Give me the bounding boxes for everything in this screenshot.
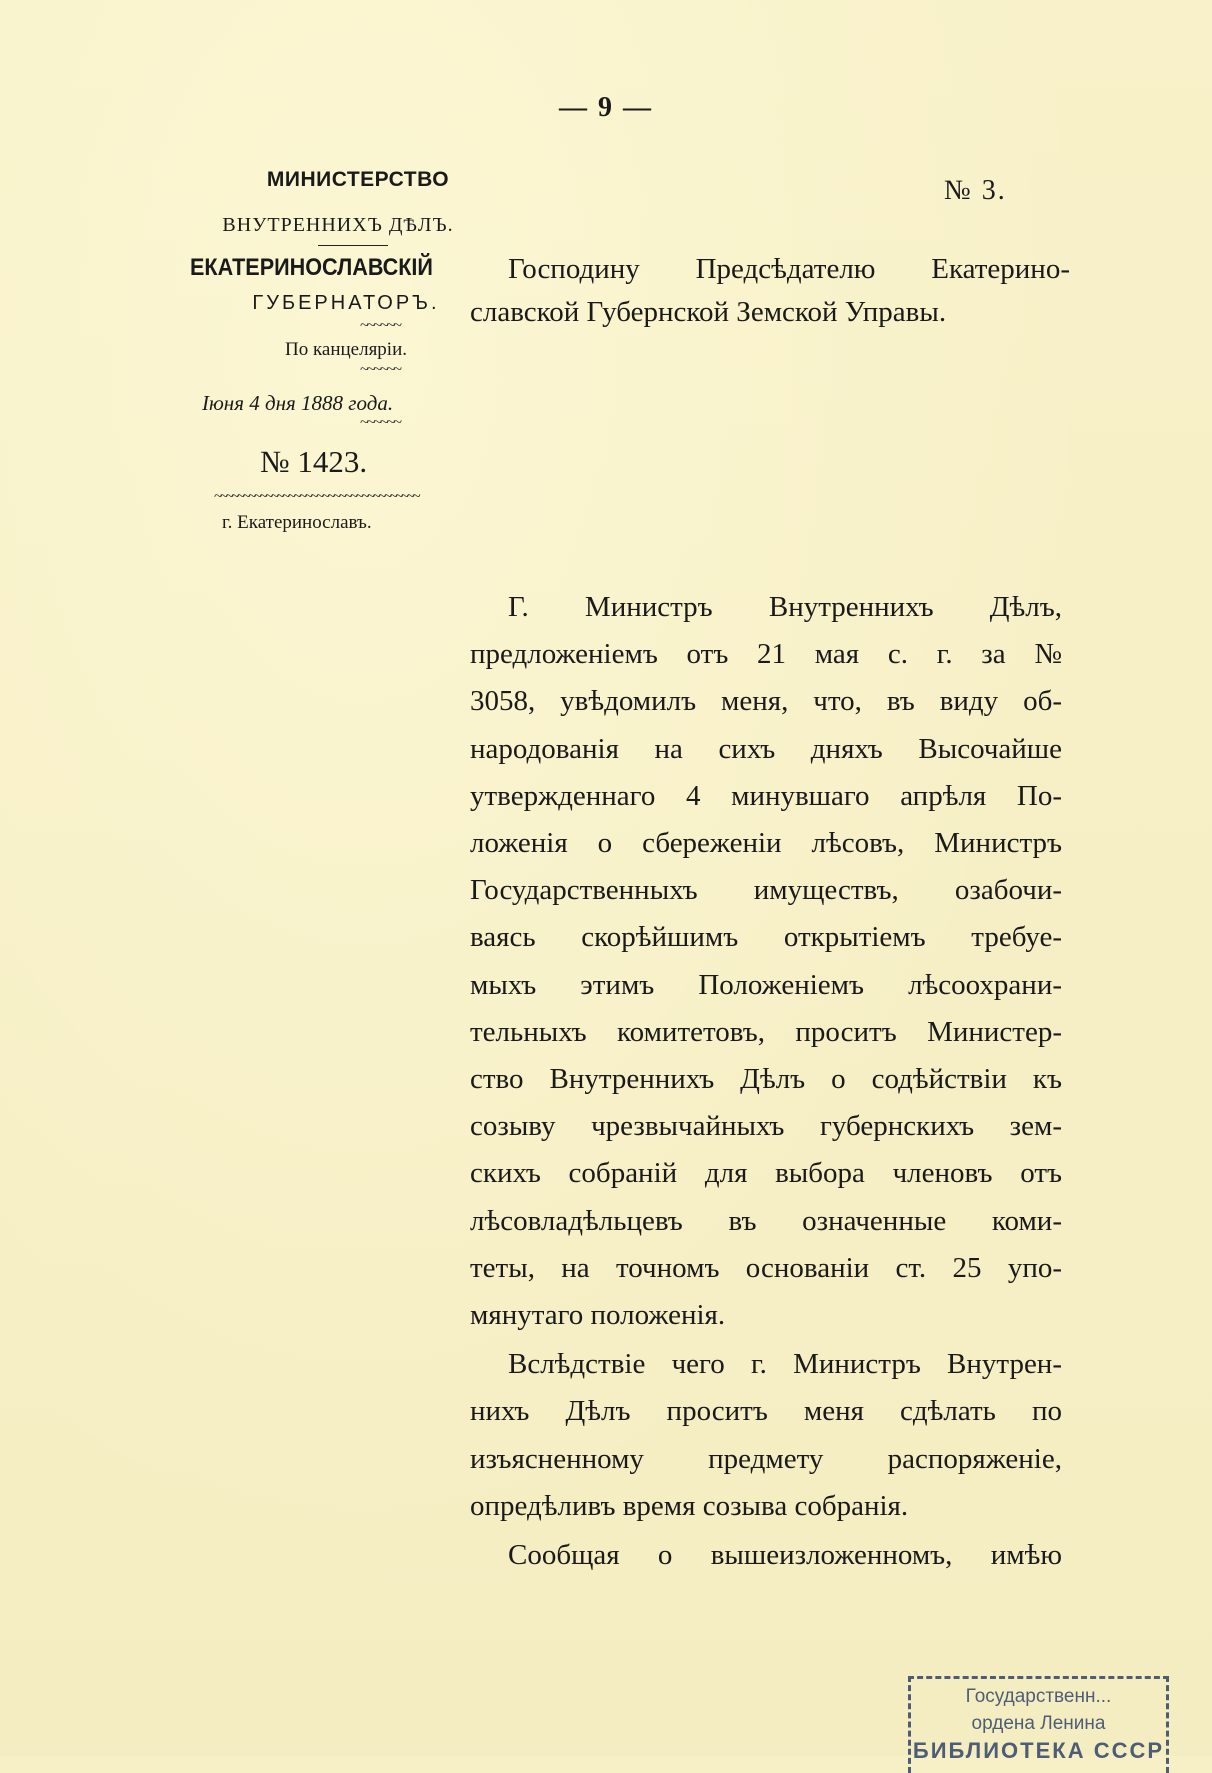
ministry-subtitle: ВНУТРЕННИХЪ ДѢЛЪ. (222, 214, 454, 236)
wavy-divider: ~~~~~~~~~~~~~~~~~~~~~~~~~~~~~~~~~~~~ (214, 488, 418, 505)
body-line: народованія на сихъ дняхъ Высочайше (470, 732, 1062, 765)
body-line: ложенія о сбереженіи лѣсовъ, Министръ (470, 827, 1062, 860)
stamp-line: ордена Ленина (971, 1713, 1106, 1734)
body-line: лѣсовладѣльцевъ въ означенные коми- (470, 1204, 1062, 1237)
body-line: предложеніемъ отъ 21 мая с. г. за № (470, 638, 1062, 671)
body-line: изъясненному предмету распоряженіе, (470, 1442, 1062, 1475)
library-stamp (908, 1676, 1169, 1773)
city-name: г. Екатеринославъ. (222, 512, 372, 533)
body-line: ваясь скорѣйшимъ открытіемъ требуе- (470, 921, 1062, 954)
reference-number: № 1423. (260, 444, 368, 479)
governor-subtitle: ГУБЕРНАТОРЪ. (252, 292, 440, 314)
letter-body (470, 584, 1062, 1579)
body-line: Г. Министръ Внутреннихъ Дѣлъ, (508, 591, 1062, 623)
addressee (470, 248, 1070, 334)
page-number: — 9 — (559, 92, 653, 123)
body-line: опредѣливъ время созыва собранія. (470, 1489, 909, 1522)
body-line: мыхъ этимъ Положеніемъ лѣсоохрани- (470, 968, 1062, 1001)
governor-title: ЕКАТЕРИНОСЛАВСКІЙ (190, 254, 433, 281)
body-line: теты, на точномъ основаніи ст. 25 упо- (470, 1251, 1062, 1284)
letterhead (168, 168, 468, 534)
addressee-line: Господину Предсѣдателю Екатерино- (508, 253, 1070, 285)
body-line: скихъ собраній для выбора членовъ отъ (470, 1157, 1062, 1190)
stamp-line: Государственн... (965, 1686, 1112, 1707)
wavy-divider: ~~~~~~ (360, 414, 400, 431)
wavy-divider: ~~~~~~ (360, 317, 400, 334)
body-line: ство Внутреннихъ Дѣлъ о содѣйствіи къ (470, 1063, 1062, 1096)
body-line: Сообщая о вышеизложенномъ, имѣю (508, 1539, 1062, 1572)
ministry-title: МИНИСТЕРСТВО (266, 168, 450, 191)
body-line: 3058, увѣдомилъ меня, что, въ виду об- (470, 685, 1062, 718)
body-line: Вслѣдствіе чего г. Министръ Внутрен- (508, 1348, 1062, 1381)
body-line: Государственныхъ имуществъ, озабочи- (470, 874, 1062, 907)
addressee-line: славской Губернской Земской Управы. (470, 296, 947, 328)
document-number: № 3. (944, 175, 1007, 206)
letter-date: Іюня 4 дня 1888 года. (202, 391, 394, 415)
body-line: мянутаго положенія. (470, 1299, 726, 1332)
stamp-line: БИБЛИОТЕКА СССР (912, 1738, 1165, 1763)
body-line: тельныхъ комитетовъ, проситъ Министер- (470, 1015, 1062, 1048)
body-line: нихъ Дѣлъ проситъ меня сдѣлать по (470, 1395, 1062, 1428)
office-label: По канцеляріи. (284, 339, 408, 360)
body-line: утвержденнаго 4 минувшаго апрѣля По- (470, 779, 1062, 812)
wavy-divider: ~~~~~~ (360, 361, 400, 378)
letterhead-separator (318, 245, 388, 246)
body-line: созыву чрезвычайныхъ губернскихъ зем- (470, 1110, 1062, 1143)
